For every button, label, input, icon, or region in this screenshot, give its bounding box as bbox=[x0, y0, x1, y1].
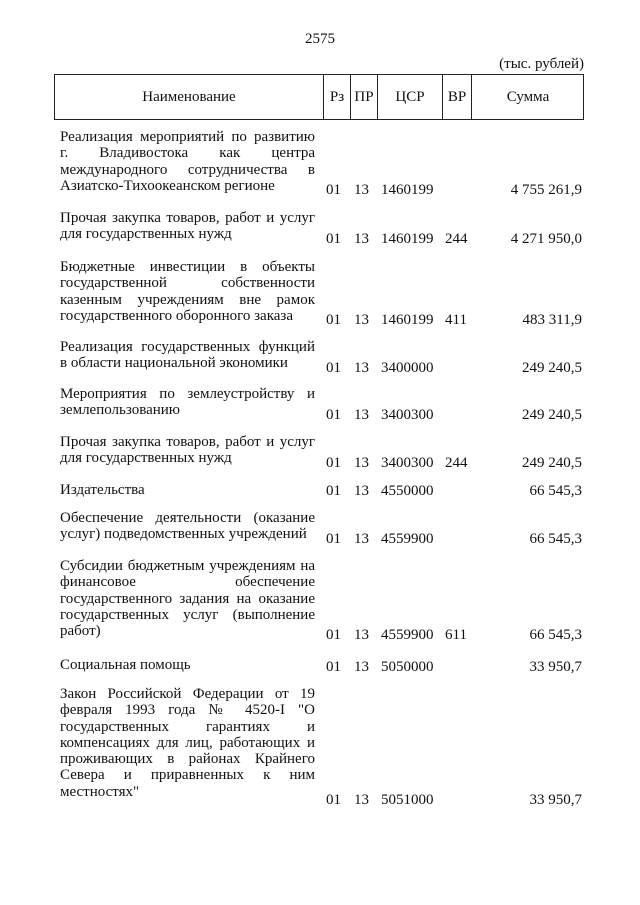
row-sum: 249 240,5 bbox=[522, 455, 582, 471]
row-rz: 01 bbox=[326, 231, 341, 247]
row-csr: 1460199 bbox=[381, 182, 434, 198]
row-rz: 01 bbox=[326, 407, 341, 423]
header-sum: Сумма bbox=[506, 89, 550, 105]
row-pr: 13 bbox=[354, 531, 369, 547]
row-name: Мероприятия по землеустройству и землепользованию bbox=[60, 386, 315, 419]
page-number: 2575 bbox=[305, 31, 335, 47]
row-sum: 249 240,5 bbox=[522, 360, 582, 376]
table-row bbox=[0, 510, 640, 547]
row-rz: 01 bbox=[326, 627, 341, 643]
row-sum: 66 545,3 bbox=[529, 531, 582, 547]
row-name: Социальная помощь bbox=[60, 657, 191, 673]
row-name: Издательства bbox=[60, 482, 145, 498]
row-vr: 611 bbox=[445, 627, 467, 643]
row-pr: 13 bbox=[354, 407, 369, 423]
row-name: Прочая закупка товаров, работ и услуг для государственных нужд bbox=[60, 210, 315, 243]
row-csr: 3400300 bbox=[381, 455, 434, 471]
row-rz: 01 bbox=[326, 360, 341, 376]
row-sum: 33 950,7 bbox=[529, 792, 582, 808]
row-rz: 01 bbox=[326, 659, 341, 675]
table-row bbox=[0, 210, 640, 247]
table-row bbox=[0, 339, 640, 376]
row-rz: 01 bbox=[326, 483, 341, 499]
row-pr: 13 bbox=[354, 455, 369, 471]
row-pr: 13 bbox=[354, 792, 369, 808]
row-vr: 411 bbox=[445, 312, 467, 328]
row-csr: 1460199 bbox=[381, 312, 434, 328]
row-name: Субсидии бюджетным учреждениям на финансовое обеспечение государственного задания на оказание государственных услуг (выполнение работ) bbox=[60, 558, 315, 640]
table-row bbox=[0, 259, 640, 328]
header-csr: ЦСР bbox=[395, 89, 425, 105]
row-rz: 01 bbox=[326, 455, 341, 471]
header-name: Наименование bbox=[142, 89, 236, 105]
row-csr: 3400000 bbox=[381, 360, 434, 376]
row-rz: 01 bbox=[326, 182, 341, 198]
row-sum: 249 240,5 bbox=[522, 407, 582, 423]
units-label: (тыс. рублей) bbox=[499, 56, 584, 72]
row-rz: 01 bbox=[326, 312, 341, 328]
row-pr: 13 bbox=[354, 659, 369, 675]
row-csr: 5050000 bbox=[381, 659, 434, 675]
row-csr: 1460199 bbox=[381, 231, 434, 247]
header-rz: Рз bbox=[329, 89, 345, 105]
row-name: Реализация мероприятий по развитию г. Владивостока как центра международного сотрудничества в Азиатско-Тихоокеанском регионе bbox=[60, 129, 315, 194]
row-name: Закон Российской Федерации от 19 февраля 1993 года № 4520-I "О государственных гарантиях и компенсациях для лиц, работающих и проживающих в районах Крайнего Севера и приравненных к ним местностях" bbox=[60, 686, 315, 800]
row-pr: 13 bbox=[354, 627, 369, 643]
row-pr: 13 bbox=[354, 182, 369, 198]
row-csr: 3400300 bbox=[381, 407, 434, 423]
row-name: Прочая закупка товаров, работ и услуг для государственных нужд bbox=[60, 434, 315, 467]
row-vr: 244 bbox=[445, 455, 468, 471]
row-sum: 483 311,9 bbox=[522, 312, 582, 328]
table-row bbox=[0, 657, 640, 675]
table-header bbox=[54, 74, 584, 120]
row-rz: 01 bbox=[326, 531, 341, 547]
header-vr: ВР bbox=[447, 89, 467, 105]
row-csr: 5051000 bbox=[381, 792, 434, 808]
table-row bbox=[0, 558, 640, 643]
row-sum: 33 950,7 bbox=[529, 659, 582, 675]
row-vr: 244 bbox=[445, 231, 468, 247]
table-row bbox=[0, 434, 640, 471]
row-sum: 66 545,3 bbox=[529, 483, 582, 499]
row-csr: 4550000 bbox=[381, 483, 434, 499]
row-sum: 66 545,3 bbox=[529, 627, 582, 643]
row-name: Бюджетные инвестиции в объекты государственной собственности казенным учреждениям вне рамок государственного оборонного заказа bbox=[60, 259, 315, 324]
header-pr: ПР bbox=[354, 89, 374, 105]
table-row bbox=[0, 386, 640, 423]
table-row bbox=[0, 129, 640, 198]
row-pr: 13 bbox=[354, 312, 369, 328]
table-row bbox=[0, 686, 640, 808]
row-csr: 4559900 bbox=[381, 531, 434, 547]
row-name: Обеспечение деятельности (оказание услуг) подведомственных учреждений bbox=[60, 510, 315, 543]
table-row bbox=[0, 482, 640, 499]
row-pr: 13 bbox=[354, 360, 369, 376]
row-csr: 4559900 bbox=[381, 627, 434, 643]
row-name: Реализация государственных функций в области национальной экономики bbox=[60, 339, 315, 372]
row-sum: 4 755 261,9 bbox=[510, 182, 582, 198]
row-pr: 13 bbox=[354, 231, 369, 247]
row-sum: 4 271 950,0 bbox=[510, 231, 582, 247]
row-rz: 01 bbox=[326, 792, 341, 808]
row-pr: 13 bbox=[354, 483, 369, 499]
